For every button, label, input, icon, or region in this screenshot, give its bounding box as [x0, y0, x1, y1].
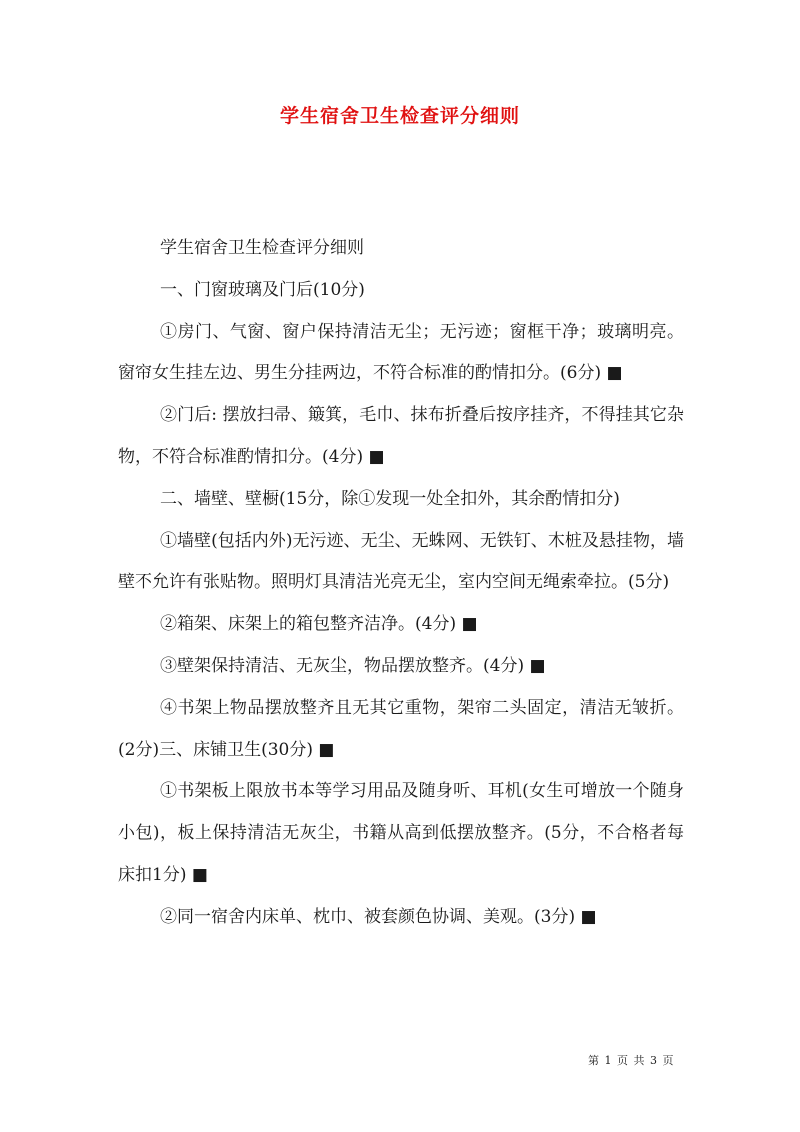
paragraph-item: ③壁架保持清洁、无灰尘，物品摆放整齐。(4分) ■ [160, 655, 546, 676]
paragraph-item: ②同一宿舍内床单、枕巾、被套颜色协调、美观。(3分) ■ [160, 906, 597, 927]
paragraph-item: ④书架上物品摆放整齐且无其它重物，架帘二头固定，清洁无皱折。(2分)三、床铺卫生(30分) ■ [118, 697, 684, 760]
paragraph-section-2-heading: 二、墙壁、壁橱(15分，除①发现一处全扣外，其余酌情扣分) [160, 488, 620, 509]
paragraph-section-1-heading: 一、门窗玻璃及门后(10分) [160, 279, 365, 300]
document-body [118, 228, 684, 939]
paragraph-item: ①墙壁(包括内外)无污迹、无尘、无蛛网、无铁钉、木桩及悬挂物，墙壁不允许有张贴物。照明灯具清洁光亮无尘，室内空间无绳索牵拉。(5分) [118, 530, 684, 593]
page-title: 学生宿舍卫生检查评分细则 [279, 105, 520, 127]
paragraph-doc-heading: 学生宿舍卫生检查评分细则 [160, 238, 364, 258]
paragraph-item: ①房门、气窗、窗户保持清洁无尘；无污迹；窗框干净；玻璃明亮。窗帘女生挂左边、男生分挂两边，不符合标准的酌情扣分。(6分) ■ [118, 321, 684, 384]
paragraph-item: ②门后: 摆放扫帚、簸箕，毛巾、抹布折叠后按序挂齐，不得挂其它杂物，不符合标准酌情扣分。(4分) ■ [118, 405, 684, 467]
paragraph-item: ②箱架、床架上的箱包整齐洁净。(4分) ■ [160, 614, 478, 635]
paragraph-item: ①书架板上限放书本等学习用品及随身听、耳机(女生可增放一个随身小包)，板上保持清洁无灰尘，书籍从高到低摆放整齐。(5分，不合格者每床扣1分) ■ [118, 781, 684, 885]
page-footer: 第 1 页 共 3 页 [588, 1054, 675, 1067]
